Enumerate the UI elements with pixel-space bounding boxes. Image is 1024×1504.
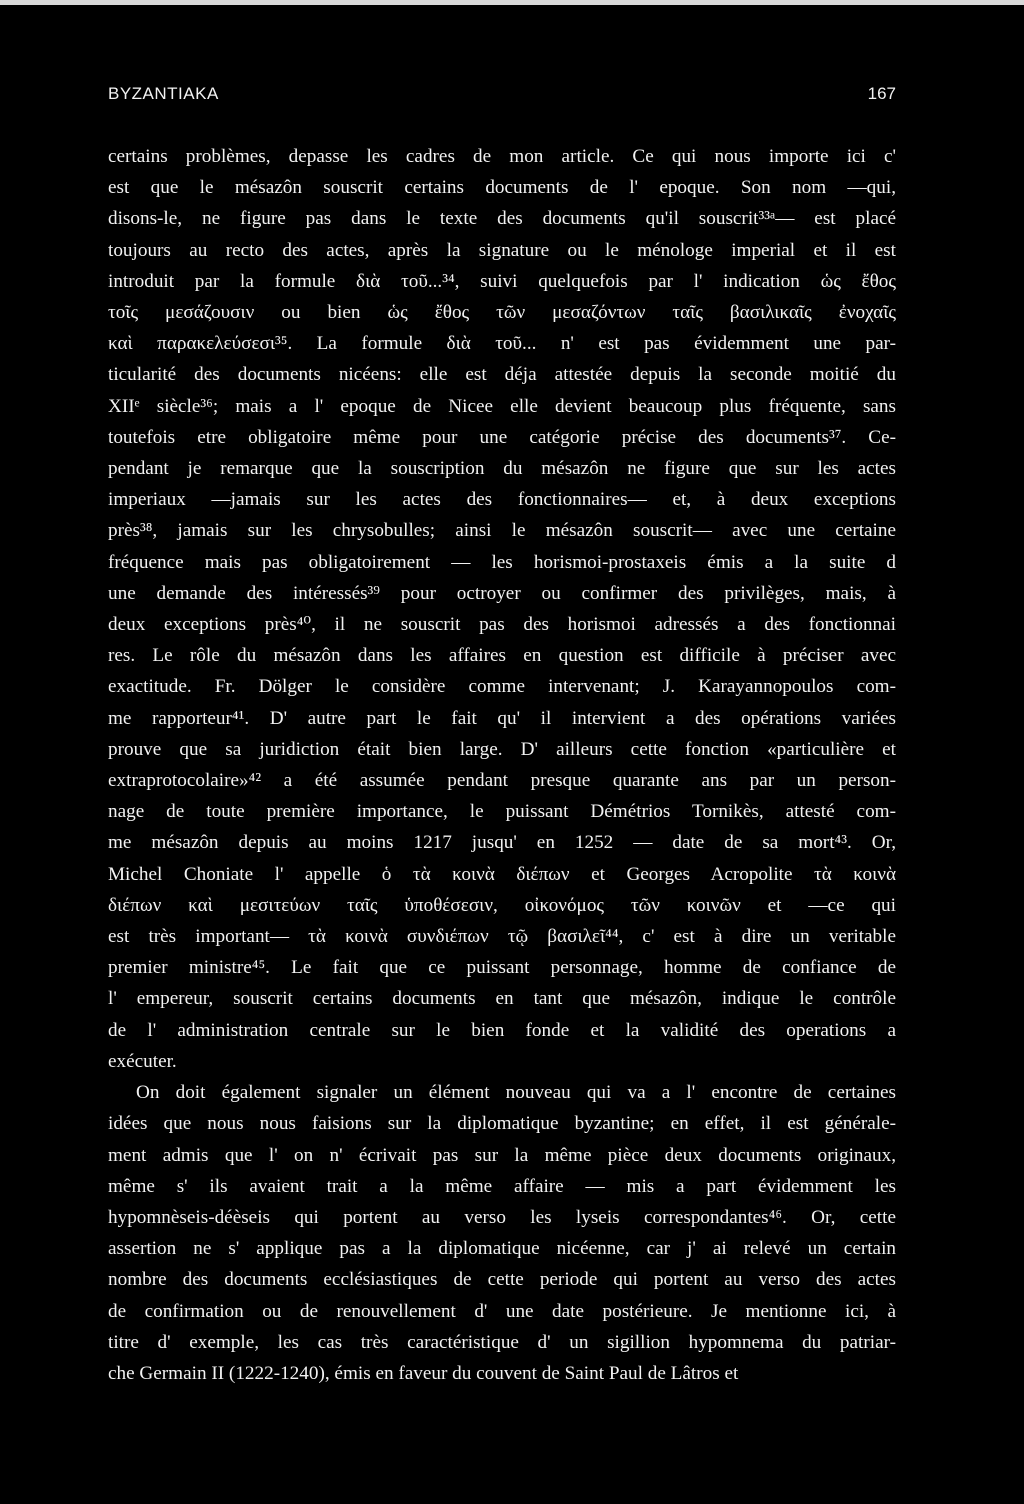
text-line: deux exceptions près⁴⁰, il ne souscrit pas des horismoi adressés a des fonctionnai xyxy=(108,614,896,636)
text-line: toutefois etre obligatoire même pour une catégorie précise des documents³⁷. Ce- xyxy=(108,426,896,448)
text-line: ticularité des documents nicéens: elle est déja attestée depuis la seconde moitié du xyxy=(108,364,896,386)
page-number: 167 xyxy=(867,84,896,103)
top-scan-edge xyxy=(0,0,1024,5)
text-line: est très important— τὰ κοινὰ συνδιέπων τῷ βασιλεῖ⁴⁴, c' est à dire un veritable xyxy=(108,926,896,948)
text-line: assertion ne s' applique pas a la diplomatique nicéenne, car j' ai relevé un certain xyxy=(108,1238,896,1260)
text-line: prouve que sa juridiction était bien large. D' ailleurs cette fonction «particulière et xyxy=(108,738,896,760)
text-line: une demande des intéressés³⁹ pour octroyer ou confirmer des privilèges, mais, à xyxy=(108,582,896,604)
running-title: BYZANTIAKA xyxy=(108,84,219,103)
text-line: de confirmation ou de renouvellement d' une date postérieure. Je mentionne ici, à xyxy=(108,1300,896,1322)
text-line: introduit par la formule διὰ τοῦ...³⁴, suivi quelquefois par l' indication ὡς ἔθος xyxy=(108,270,896,292)
text-line: toujours au recto des actes, après la signature ou le ménologe imperial et il est xyxy=(108,239,896,261)
text-line: Michel Choniate l' appelle ὁ τὰ κοινὰ διέπων et Georges Acropolite τὰ κοινὰ xyxy=(108,863,896,885)
text-line: premier ministre⁴⁵. Le fait que ce puissant personnage, homme de confiance de xyxy=(108,957,896,979)
text-line: imperiaux —jamais sur les actes des fonctionnaires— et, à deux exceptions xyxy=(108,489,896,511)
text-line: exactitude. Fr. Dölger le considère comme intervenant; J. Karayannopoulos com- xyxy=(108,676,896,698)
text-line: idées que nous nous faisions sur la diplomatique byzantine; en effet, il est générale- xyxy=(108,1113,896,1135)
text-line: me rapporteur⁴¹. D' autre part le fait qu' il intervient a des opérations variées xyxy=(108,707,896,729)
text-line: che Germain II (1222-1240), émis en faveur du couvent de Saint Paul de Lâtros et xyxy=(108,1362,739,1384)
text-line: l' empereur, souscrit certains documents en tant que mésazôn, indique le contrôle xyxy=(108,988,896,1010)
text-line: fréquence mais pas obligatoirement — les horismoi-prostaxeis émis a la suite d xyxy=(108,551,896,573)
text-line: XIIᵉ siècle³⁶; mais a l' epoque de Nicee elle devient beaucoup plus fréquente, sans xyxy=(108,395,896,417)
text-line: disons-le, ne figure pas dans le texte des documents qu'il souscrit³³ᵃ— est placé xyxy=(108,208,896,230)
text-line: ment admis que l' on n' écrivait pas sur la même pièce deux documents originaux, xyxy=(108,1144,896,1166)
body-text xyxy=(108,141,896,1389)
paragraph-1 xyxy=(108,141,896,1077)
text-line: certains problèmes, depasse les cadres de mon article. Ce qui nous importe ici c' xyxy=(108,146,896,167)
text-line: de l' administration centrale sur le bien fonde et la validité des operations a xyxy=(108,1019,896,1041)
page-content xyxy=(108,84,896,1389)
text-line: pendant je remarque que la souscription du mésazôn ne figure que sur les actes xyxy=(108,458,896,480)
text-line: est que le mésazôn souscrit certains documents de l' epoque. Son nom —qui, xyxy=(108,177,896,199)
text-line: On doit également signaler un élément nouveau qui va a l' encontre de certaines xyxy=(136,1082,896,1104)
text-line: καὶ παρακελεύσεσι³⁵. La formule διὰ τοῦ... n' est pas évidemment une par- xyxy=(108,333,896,355)
text-line: res. Le rôle du mésazôn dans les affaires en question est difficile à préciser avec xyxy=(108,645,896,667)
text-line: nage de toute première importance, le puissant Démétrios Tornikès, attesté com- xyxy=(108,801,896,823)
text-line: me mésazôn depuis au moins 1217 jusqu' en 1252 — date de sa mort⁴³. Or, xyxy=(108,832,896,854)
text-line: hypomnèseis-déèseis qui portent au verso les lyseis correspondantes⁴⁶. Or, cette xyxy=(108,1206,896,1228)
text-line: près³⁸, jamais sur les chrysobulles; ainsi le mésazôn souscrit— avec une certaine xyxy=(108,520,896,542)
text-line: τοῖς μεσάζουσιν ou bien ὡς ἔθος τῶν μεσαζόντων ταῖς βασιλικαῖς ἐνοχαῖς xyxy=(108,302,896,324)
running-head xyxy=(108,84,896,118)
paragraph-2 xyxy=(108,1077,896,1389)
text-line: exécuter. xyxy=(108,1050,177,1072)
text-line: nombre des documents ecclésiastiques de cette periode qui portent au verso des actes xyxy=(108,1269,896,1291)
text-line: même s' ils avaient trait a la même affaire — mis a part évidemment les xyxy=(108,1175,896,1197)
text-line: διέπων καὶ μεσιτεύων ταῖς ὑποθέσεσιν, οἰκονόμος τῶν κοινῶν et —ce qui xyxy=(108,894,896,916)
text-line: extraprotocolaire»⁴² a été assumée pendant presque quarante ans par un person- xyxy=(108,770,896,792)
text-line: titre d' exemple, les cas très caractéristique d' un sigillion hypomnema du patriar- xyxy=(108,1331,896,1353)
